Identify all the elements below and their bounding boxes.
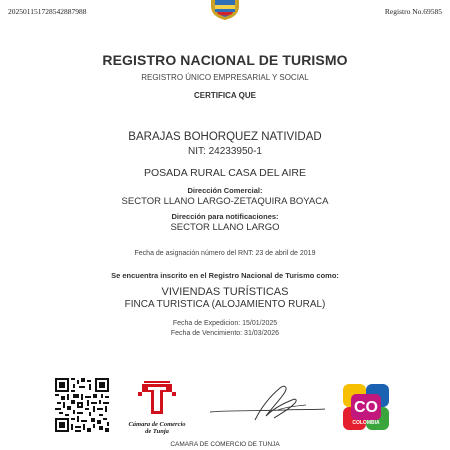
commercial-address-value: SECTOR LLANO LARGO-ZETAQUIRA BOYACA <box>121 196 329 207</box>
rnt-assignment-date: Fecha de asignación número del RNT: 23 de abril de 2019 <box>134 250 316 257</box>
certifica-heading: CERTIFICA QUE <box>194 91 256 100</box>
expiry-date: Fecha de Vencimiento: 31/03/2026 <box>170 330 280 337</box>
holder-name: BARAJAS BOHORQUEZ NATIVIDAD <box>128 131 322 143</box>
qr-code-icon[interactable] <box>55 378 109 432</box>
co-logo-text: CO <box>354 399 378 416</box>
inscrito-text: Se encuentra inscrito en el Registro Nacional de Turismo como: <box>111 271 339 280</box>
notification-address-value: SECTOR LLANO LARGO <box>170 222 280 233</box>
notification-address-label: Dirección para notificaciones: <box>171 212 279 221</box>
page-subtitle: REGISTRO ÚNICO EMPRESARIAL Y SOCIAL <box>141 73 309 82</box>
page-title: REGISTRO NACIONAL DE TURISMO <box>102 52 348 68</box>
co-logo-subtext: COLOMBIA <box>352 420 380 426</box>
camara-comercio-logo <box>126 380 188 435</box>
establishment-name: POSADA RURAL CASA DEL AIRE <box>143 167 307 179</box>
registration-subcategory: FINCA TURISTICA (ALOJAMIENTO RURAL) <box>124 299 326 310</box>
expedition-date: Fecha de Expedicion: 15/01/2025 <box>172 320 278 327</box>
signature-icon <box>200 380 330 425</box>
document-code: 20250115172854288798​8 <box>8 7 87 16</box>
footer-organization: CAMARA DE COMERCIO DE TUNJA <box>170 441 280 448</box>
co-colombia-logo <box>343 384 389 430</box>
holder-nit: NIT: 24233950-1 <box>188 146 262 157</box>
camara-logo-icon <box>126 380 188 416</box>
commercial-address-label: Dirección Comercial: <box>187 186 263 195</box>
camara-logo-line2: de Tunja <box>145 428 169 435</box>
coat-of-arms-icon <box>207 0 243 20</box>
registro-number: Registro No.69585 <box>384 7 442 16</box>
registration-category: VIVIENDAS TURÍSTICAS <box>161 286 289 298</box>
camara-logo-line1: Cámara de Comercio <box>128 421 186 428</box>
